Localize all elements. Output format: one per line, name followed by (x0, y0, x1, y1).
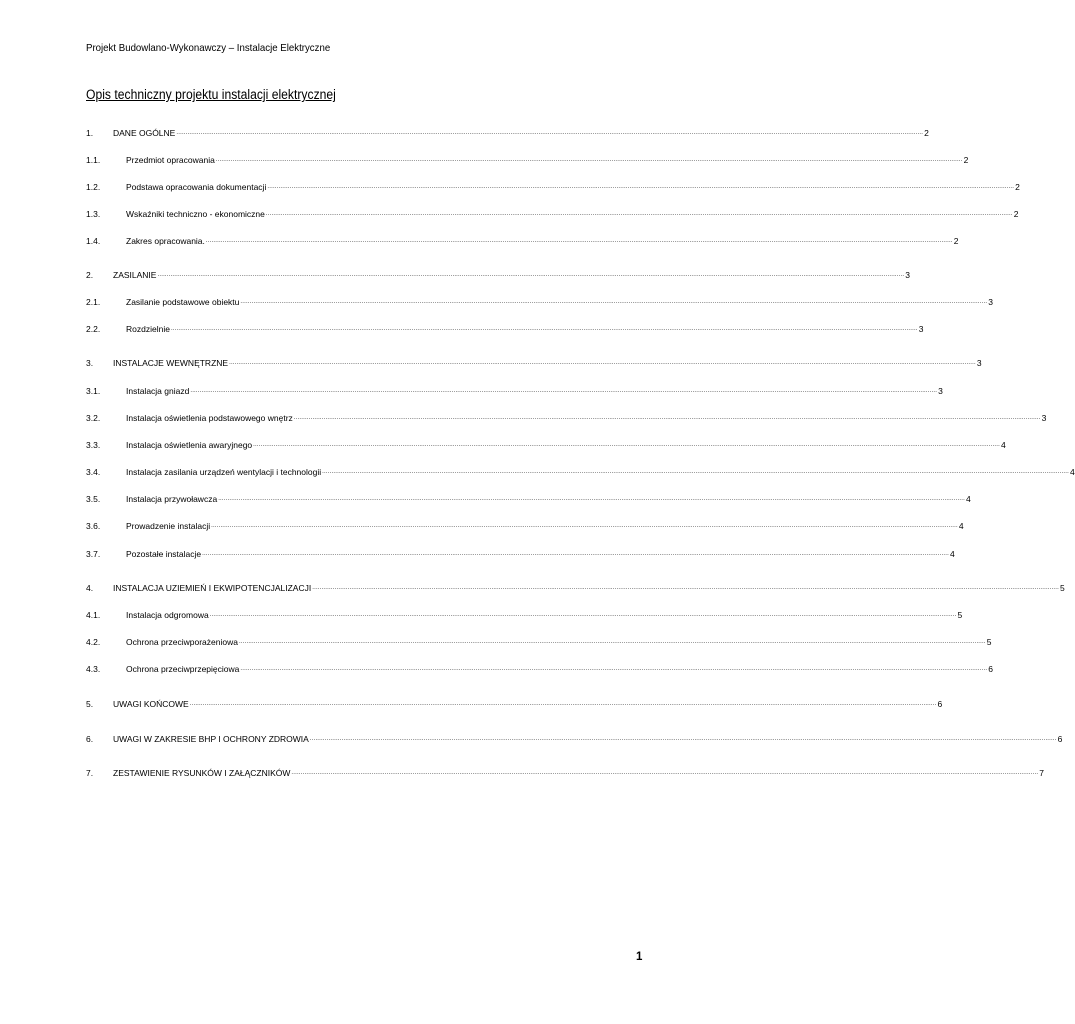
toc-entry-number: 1.3. (86, 209, 101, 219)
toc-entry-page: 5 (957, 610, 963, 620)
toc-entry-title: Instalacja odgromowa (126, 610, 209, 620)
toc-entry[interactable] (86, 517, 964, 531)
toc-entry-number: 4. (86, 583, 94, 593)
toc-entry-page: 3 (988, 297, 993, 307)
toc-entry-title: INSTALACJE WEWNĘTRZNE (113, 358, 229, 368)
toc-entry-page: 3 (938, 386, 943, 396)
toc-entry-page: 5 (1060, 583, 1065, 593)
toc-entry[interactable] (86, 124, 929, 138)
toc-entry-number: 4.1. (86, 610, 101, 620)
toc-entry-page: 4 (958, 521, 964, 531)
toc-entry-number: 3.1. (86, 386, 101, 396)
toc-leader-dots: ................................................................................................................................................................................................................................................................................................................................................................................................................ (322, 469, 1069, 475)
toc-entry-title: Ochrona przeciwprzepięciowa (126, 664, 240, 674)
toc-leader-dots: ................................................................................................................................................................................................................................................................................................................................................................................................................ (253, 442, 1000, 448)
toc-entry-page: 3 (905, 270, 910, 280)
toc-entry-number: 2. (86, 270, 94, 280)
toc-leader-dots: ................................................................................................................................................................................................................................................................................................................................................................................................................ (190, 388, 938, 394)
toc-entry[interactable] (86, 606, 963, 620)
toc-entry[interactable] (86, 436, 1006, 450)
toc-entry-page: 4 (1000, 440, 1006, 450)
toc-leader-dots: ................................................................................................................................................................................................................................................................................................................................................................................................................ (265, 211, 1013, 217)
toc-entry-title: Podstawa opracowania dokumentacji (126, 182, 267, 192)
toc-entry[interactable] (86, 151, 969, 165)
toc-entry-title: Instalacja zasilania urządzeń wentylacji i technologii (126, 467, 322, 477)
toc-entry-title: Zasilanie podstawowe obiektu (126, 297, 240, 307)
toc-entry-title: INSTALACJA UZIEMIEŃ I EKWIPOTENCJALIZACJI (113, 583, 312, 593)
toc-entry[interactable] (86, 633, 992, 647)
toc-entry-page: 4 (965, 494, 971, 504)
toc-entry-number: 3.3. (86, 440, 101, 450)
toc-leader-dots: ................................................................................................................................................................................................................................................................................................................................................................................................................ (205, 238, 953, 244)
toc-entry-page: 6 (1057, 734, 1063, 744)
toc-entry-title: Instalacja oświetlenia podstawowego wnętrz (126, 413, 293, 423)
toc-entry[interactable] (86, 730, 1063, 744)
toc-leader-dots: ................................................................................................................................................................................................................................................................................................................................................................................................................ (312, 585, 1060, 591)
toc-entry-title: UWAGI W ZAKRESIE BHP I OCHRONY ZDROWIA (113, 734, 309, 744)
toc-entry-number: 2.1. (86, 297, 101, 307)
toc-entry-page: 2 (1015, 182, 1020, 192)
toc-entry-page: 2 (1013, 209, 1019, 219)
toc-entry-number: 3.7. (86, 549, 101, 559)
toc-entry-page: 3 (976, 358, 982, 368)
toc-entry-title: ZESTAWIENIE RYSUNKÓW I ZAŁĄCZNIKÓW (113, 768, 291, 778)
toc-entry[interactable] (86, 266, 910, 280)
toc-leader-dots: ................................................................................................................................................................................................................................................................................................................................................................................................................ (293, 415, 1041, 421)
toc-entry-number: 4.3. (86, 664, 101, 674)
toc-entry[interactable] (86, 764, 1044, 778)
toc-entry[interactable] (86, 545, 955, 559)
toc-entry-number: 3.6. (86, 521, 101, 531)
toc-leader-dots: ................................................................................................................................................................................................................................................................................................................................................................................................................ (291, 770, 1039, 776)
toc-entry-number: 3.5. (86, 494, 101, 504)
toc-leader-dots: ................................................................................................................................................................................................................................................................................................................................................................................................................ (209, 612, 957, 618)
toc-entry-number: 1.2. (86, 182, 101, 192)
toc-entry-number: 3.4. (86, 467, 101, 477)
toc-entry-number: 2.2. (86, 324, 101, 334)
toc-entry-title: Wskaźniki techniczno - ekonomiczne (126, 209, 265, 219)
toc-entry-title: DANE OGÓLNE (113, 128, 176, 138)
toc-entry-title: Przedmiot opracowania (126, 155, 215, 165)
toc-entry[interactable] (86, 695, 943, 709)
toc-entry-page: 4 (1069, 467, 1075, 477)
toc-entry-number: 1. (86, 128, 94, 138)
toc-entry-page: 4 (949, 549, 955, 559)
toc-entry-title: Instalacja gniazd (126, 386, 190, 396)
toc-entry[interactable] (86, 490, 971, 504)
toc-entry[interactable] (86, 382, 943, 396)
toc-entry-number: 4.2. (86, 637, 101, 647)
toc-entry-number: 5. (86, 699, 94, 709)
toc-entry[interactable] (86, 205, 1019, 219)
toc-entry-page: 3 (918, 324, 924, 334)
toc-entry-page: 7 (1039, 768, 1044, 778)
toc-entry-title: Rozdzielnie (126, 324, 170, 334)
toc-entry-title: Prowadzenie instalacji (126, 521, 211, 531)
toc-entry[interactable] (86, 320, 924, 334)
toc-entry-page: 6 (988, 664, 993, 674)
toc-entry-number: 3.2. (86, 413, 101, 423)
toc-entry-page: 3 (1041, 413, 1047, 423)
toc-leader-dots: ................................................................................................................................................................................................................................................................................................................................................................................................................ (211, 523, 958, 529)
toc-entry-title: Ochrona przeciwporażeniowa (126, 637, 238, 647)
toc-entry-page: 5 (986, 637, 992, 647)
toc-leader-dots: ................................................................................................................................................................................................................................................................................................................................................................................................................ (238, 639, 986, 645)
toc-entry[interactable] (86, 354, 982, 368)
toc-entry[interactable] (86, 409, 1047, 423)
toc-entry-number: 7. (86, 768, 94, 778)
toc-leader-dots: ................................................................................................................................................................................................................................................................................................................................................................................................................ (189, 701, 937, 707)
toc-entry-title: Zakres opracowania. (126, 236, 205, 246)
toc-leader-dots: ................................................................................................................................................................................................................................................................................................................................................................................................................ (309, 736, 1057, 742)
toc-leader-dots: ................................................................................................................................................................................................................................................................................................................................................................................................................ (176, 130, 924, 136)
toc-leader-dots: ................................................................................................................................................................................................................................................................................................................................................................................................................ (240, 666, 988, 672)
toc-entry-number: 1.1. (86, 155, 101, 165)
toc-entry-number: 3. (86, 358, 94, 368)
toc-leader-dots: ................................................................................................................................................................................................................................................................................................................................................................................................................ (229, 360, 976, 366)
toc-leader-dots: ................................................................................................................................................................................................................................................................................................................................................................................................................ (240, 299, 988, 305)
toc-entry[interactable] (86, 660, 993, 674)
toc-entry-title: Instalacja oświetlenia awaryjnego (126, 440, 253, 450)
toc-entry-number: 1.4. (86, 236, 101, 246)
toc-entry[interactable] (86, 579, 1065, 593)
toc-entry-page: 2 (963, 155, 969, 165)
toc-leader-dots: ................................................................................................................................................................................................................................................................................................................................................................................................................ (267, 184, 1015, 190)
toc-entry[interactable] (86, 178, 1020, 192)
toc-entry-page: 2 (924, 128, 929, 138)
document-title: Opis techniczny projektu instalacji elektrycznej (86, 87, 336, 102)
toc-entry[interactable] (86, 463, 1075, 477)
page-number: 1 (636, 951, 643, 963)
toc-entry-title: Instalacja przywoławcza (126, 494, 218, 504)
toc-entry-page: 2 (953, 236, 959, 246)
toc-entry-title: ZASILANIE (113, 270, 157, 280)
toc-leader-dots: ................................................................................................................................................................................................................................................................................................................................................................................................................ (218, 496, 965, 502)
toc-entry[interactable] (86, 293, 993, 307)
toc-leader-dots: ................................................................................................................................................................................................................................................................................................................................................................................................................ (157, 272, 905, 278)
toc-leader-dots: ................................................................................................................................................................................................................................................................................................................................................................................................................ (202, 551, 949, 557)
toc-entry-number: 6. (86, 734, 94, 744)
toc-entry-title: UWAGI KOŃCOWE (113, 699, 189, 709)
toc-leader-dots: ................................................................................................................................................................................................................................................................................................................................................................................................................ (215, 157, 963, 163)
running-header: Projekt Budowlano-Wykonawczy – Instalacje Elektryczne (86, 42, 331, 54)
toc-entry-page: 6 (937, 699, 943, 709)
toc-leader-dots: ................................................................................................................................................................................................................................................................................................................................................................................................................ (170, 326, 918, 332)
toc-entry[interactable] (86, 232, 959, 246)
toc-entry-title: Pozostałe instalacje (126, 549, 202, 559)
